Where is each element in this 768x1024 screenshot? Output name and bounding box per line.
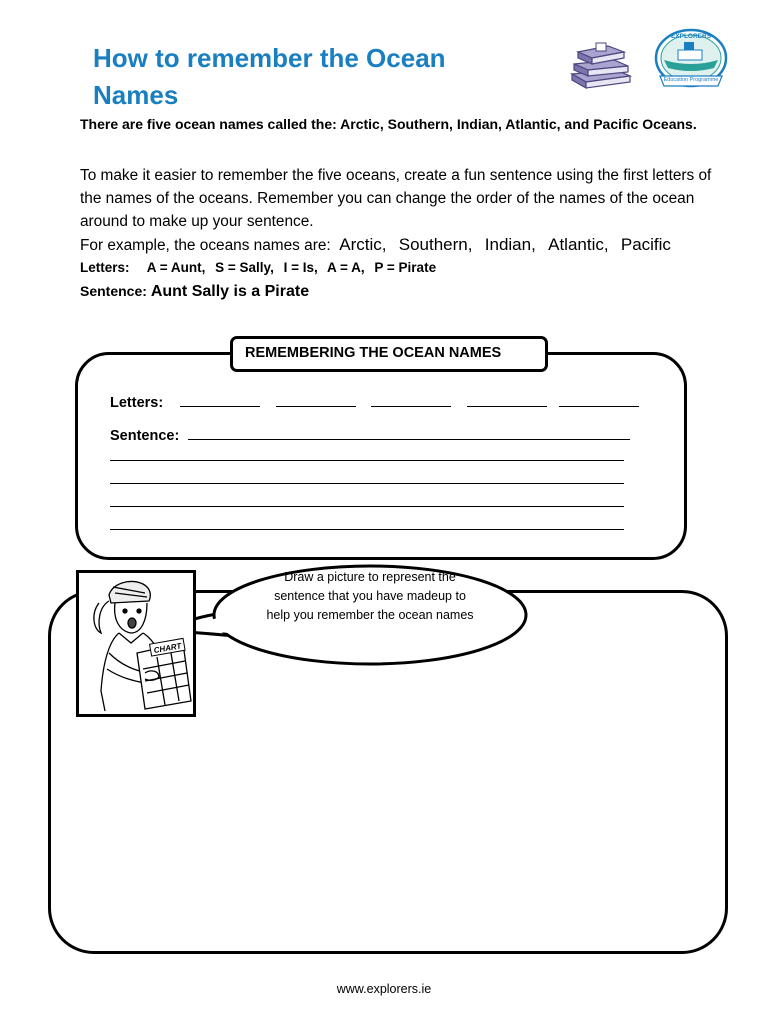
instruction-paragraph: To make it easier to remember the five oceans, create a fun sentence using the first letters of the names of the oceans. Remember you can change the order of the names of the ocean around to make up your sentence. bbox=[80, 167, 712, 230]
bubble-text: Draw a picture to represent the sentence that you have madeup to help you remember the ocean names bbox=[266, 570, 474, 622]
chart-sign-label: CHART bbox=[152, 641, 182, 656]
ocean-indian: Indian, bbox=[484, 235, 536, 254]
letter-item: P = Pirate bbox=[374, 260, 437, 275]
sentence-fill-label: Sentence: bbox=[110, 428, 180, 444]
letter-item: A = Aunt, bbox=[146, 260, 206, 275]
explorers-logo bbox=[652, 28, 730, 96]
letter-blank-4[interactable] bbox=[467, 392, 547, 407]
letters-fill-label: Letters: bbox=[110, 395, 164, 411]
writing-line[interactable] bbox=[110, 506, 624, 507]
sentence-label: Sentence: bbox=[80, 283, 147, 299]
letter-blank-5[interactable] bbox=[559, 392, 639, 407]
letter-item: S = Sally, bbox=[215, 260, 274, 275]
ocean-pacific: Pacific bbox=[620, 235, 671, 254]
sentence-blank[interactable] bbox=[188, 425, 630, 440]
letter-item: I = Is, bbox=[283, 260, 318, 275]
letter-item: A = A, bbox=[327, 260, 365, 275]
remembering-box-header: REMEMBERING THE OCEAN NAMES bbox=[230, 336, 548, 372]
logo-top-text: EXPLORERS bbox=[670, 33, 712, 40]
intro-text: There are five ocean names called the: Arctic, Southern, Indian, Atlantic, and Pacific Oceans. bbox=[80, 116, 697, 132]
letter-blank-1[interactable] bbox=[180, 392, 260, 407]
example-prefix: For example, the oceans names are: bbox=[80, 237, 331, 254]
footer-url: www.explorers.ie bbox=[336, 982, 432, 996]
letter-blank-3[interactable] bbox=[371, 392, 451, 407]
ocean-southern: Southern, bbox=[398, 235, 473, 254]
writing-line[interactable] bbox=[110, 460, 624, 461]
logo-bottom-text: Education Programme bbox=[663, 77, 719, 83]
letters-example bbox=[80, 260, 442, 275]
letter-blank-2[interactable] bbox=[276, 392, 356, 407]
sentence-example bbox=[80, 283, 309, 301]
explorer-girl-icon bbox=[79, 573, 193, 714]
page-title: How to remember the Ocean Names bbox=[93, 43, 446, 110]
example-line bbox=[80, 233, 740, 257]
writing-line[interactable] bbox=[110, 529, 624, 530]
letters-label: Letters: bbox=[80, 260, 130, 275]
letters-fill-row bbox=[110, 392, 639, 412]
sentence-fill-row bbox=[110, 425, 630, 445]
ocean-atlantic: Atlantic, bbox=[548, 235, 609, 254]
ocean-arctic: Arctic, bbox=[339, 235, 387, 254]
character-illustration bbox=[76, 570, 196, 717]
books-icon bbox=[568, 40, 634, 90]
writing-line[interactable] bbox=[110, 483, 624, 484]
sentence-value: Aunt Sally is a Pirate bbox=[150, 283, 310, 300]
